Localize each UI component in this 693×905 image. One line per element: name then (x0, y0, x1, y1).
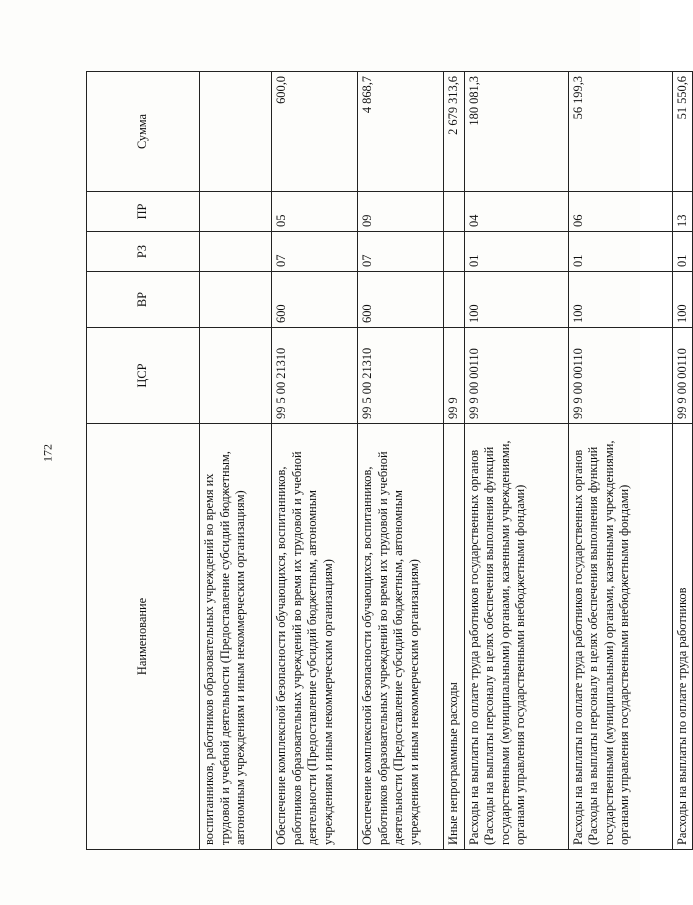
header-name: Наименование (87, 424, 200, 850)
page-number: 172 (40, 444, 55, 462)
header-csr: ЦСР (87, 328, 200, 424)
table-row (272, 72, 358, 850)
cell-csr: 99 5 00 21310 (272, 328, 358, 424)
cell-csr: 99 9 (444, 328, 465, 424)
cell-csr: 99 5 00 21310 (358, 328, 444, 424)
cell-sum: 56 199,3 (568, 72, 672, 192)
cell-sum: 180 081,3 (464, 72, 568, 192)
cell-pr: 06 (568, 192, 672, 232)
cell-name: Обеспечение комплексной безопасности обучающихся, воспитанников, работников образовательных учреждений во время их трудовой и учебной деятельности (Предоставление субсидий бюджетным, автономным учреждениям и иным некоммерческим организациям) (358, 424, 444, 850)
cell-vr: 100 (672, 272, 693, 328)
cell-pr: 05 (272, 192, 358, 232)
cell-vr: 100 (464, 272, 568, 328)
table-row (568, 72, 672, 850)
cell-vr (444, 272, 465, 328)
header-vr: ВР (87, 272, 200, 328)
cell-pr: 04 (464, 192, 568, 232)
cell-vr: 100 (568, 272, 672, 328)
cell-pr: 13 (672, 192, 693, 232)
cell-pr: 09 (358, 192, 444, 232)
cell-rz: 07 (358, 232, 444, 272)
table-container (86, 72, 689, 850)
cell-name: Обеспечение комплексной безопасности обучающихся, воспитанников, работников образовательных учреждений во время их трудовой и учебной деятельности (Предоставление субсидий бюджетным, автономным учреждениям и иным некоммерческим организациям) (272, 424, 358, 850)
cell-rz: 01 (672, 232, 693, 272)
cell-sum: 51 550,6 (672, 72, 693, 192)
cell-csr: 99 9 00 00110 (568, 328, 672, 424)
cell-pr (200, 192, 272, 232)
cell-name: Расходы на выплаты по оплате труда работников государственных органов (Расходы на выплаты персоналу в целях обеспечения выполнения функций государственными (муниципальными) органами, казенными учреждениями, органами управления государственными внебюджетными фондами) (464, 424, 568, 850)
cell-rz (200, 232, 272, 272)
cell-name: воспитанников, работников образовательных учреждений во время их трудовой и учебной деятельности (Предоставление субсидий бюджетным, автономным учреждениям и иным некоммерческим организациям) (200, 424, 272, 850)
cell-vr: 600 (358, 272, 444, 328)
cell-name: Расходы на выплаты по оплате труда работников государственных органов (Расходы на выплаты персоналу в целях обеспечения выполнения функций государственными (муниципальными) органами, казенными учреждениями, органами управления государственными внебюджетными фондами) (568, 424, 672, 850)
cell-name: Расходы на выплаты по оплате труда работников (672, 424, 693, 850)
cell-rz: 01 (568, 232, 672, 272)
cell-sum: 600,0 (272, 72, 358, 192)
table-row (464, 72, 568, 850)
cell-csr: 99 9 00 00110 (672, 328, 693, 424)
cell-sum: 4 868,7 (358, 72, 444, 192)
rotated-table-frame (86, 72, 689, 850)
header-rz: РЗ (87, 232, 200, 272)
cell-csr: 99 9 00 00110 (464, 328, 568, 424)
header-sum: Сумма (87, 72, 200, 192)
cell-sum: 2 679 313,6 (444, 72, 465, 192)
cell-rz: 01 (464, 232, 568, 272)
cell-vr (200, 272, 272, 328)
table-row (444, 72, 465, 850)
cell-csr (200, 328, 272, 424)
cell-pr (444, 192, 465, 232)
cell-sum (200, 72, 272, 192)
cell-name: Иные непрограммные расходы (444, 424, 465, 850)
cell-rz: 07 (272, 232, 358, 272)
cell-rz (444, 232, 465, 272)
budget-table (86, 71, 693, 850)
table-row (672, 72, 693, 850)
header-pr: ПР (87, 192, 200, 232)
table-row (200, 72, 272, 850)
table-row (358, 72, 444, 850)
cell-vr: 600 (272, 272, 358, 328)
table-header-row (87, 72, 200, 850)
